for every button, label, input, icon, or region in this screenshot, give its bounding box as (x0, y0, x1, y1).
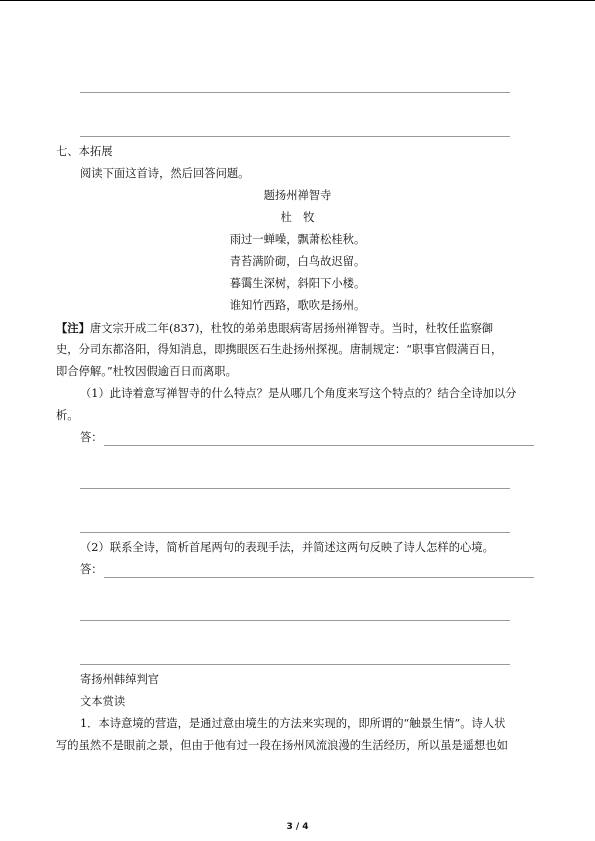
appendix-line: 1．本诗意境的营造，是通过意由境生的方法来实现的，即所谓的“触景生情”。诗人状 (80, 717, 506, 730)
note-label: 【注】 (56, 321, 90, 335)
appendix-title: 寄扬州韩绰判官 (80, 673, 160, 686)
answer-label: 答： (80, 563, 103, 576)
poem-line: 青苔满阶砌，白鸟故迟留。 (229, 255, 366, 268)
poem-author: 杜 牧 (280, 211, 315, 224)
question-2-text: （2）联系全诗，简析首尾两句的表现手法，并简述这两句反映了诗人怎样的心境。 (80, 541, 494, 554)
top-border-line (0, 0, 595, 1)
note-line: 即合停解。”杜牧因假逾百日而离职。 (56, 365, 237, 378)
poem-line: 谁知竹西路，歌吹是扬州。 (229, 299, 366, 312)
answer-line[interactable] (104, 577, 534, 578)
answer-line[interactable] (80, 664, 510, 665)
section-title: 七、本拓展 (56, 145, 113, 158)
question-1-text: 析。 (56, 409, 79, 422)
answer-line (80, 136, 510, 137)
answer-line[interactable] (80, 488, 510, 489)
page-number: 3 / 4 (286, 822, 309, 832)
poem-title: 题扬州禅智寺 (263, 189, 332, 202)
note-text: 唐文宗开成二年(837)，杜牧的弟弟患眼病寄居扬州禅智寺。当时，杜牧任监察御 (89, 322, 494, 335)
instruction-text: 阅读下面这首诗，然后回答问题。 (80, 167, 250, 180)
answer-line[interactable] (80, 532, 510, 533)
appendix-line: 写的虽然不是眼前之景，但由于他有过一段在扬州风流浪漫的生活经历，所以虽是遥想也如 (56, 739, 508, 752)
note-line (56, 320, 493, 337)
poem-line: 暮霭生深树，斜阳下小楼。 (229, 277, 366, 290)
answer-line[interactable] (80, 620, 510, 621)
answer-line (80, 92, 510, 93)
poem-line: 雨过一蝉噪，飘萧松桂秋。 (229, 233, 366, 246)
note-line: 史，分司东都洛阳，得知消息，即携眼医石生赴扬州探视。唐制规定：“职事官假满百日， (56, 343, 503, 356)
answer-line[interactable] (104, 445, 534, 446)
answer-label: 答： (80, 431, 103, 444)
appendix-subtitle: 文本赏读 (80, 695, 126, 708)
question-1-text: （1）此诗着意写禅智寺的什么特点？是从哪几个角度来写这个特点的？结合全诗加以分 (80, 387, 517, 400)
